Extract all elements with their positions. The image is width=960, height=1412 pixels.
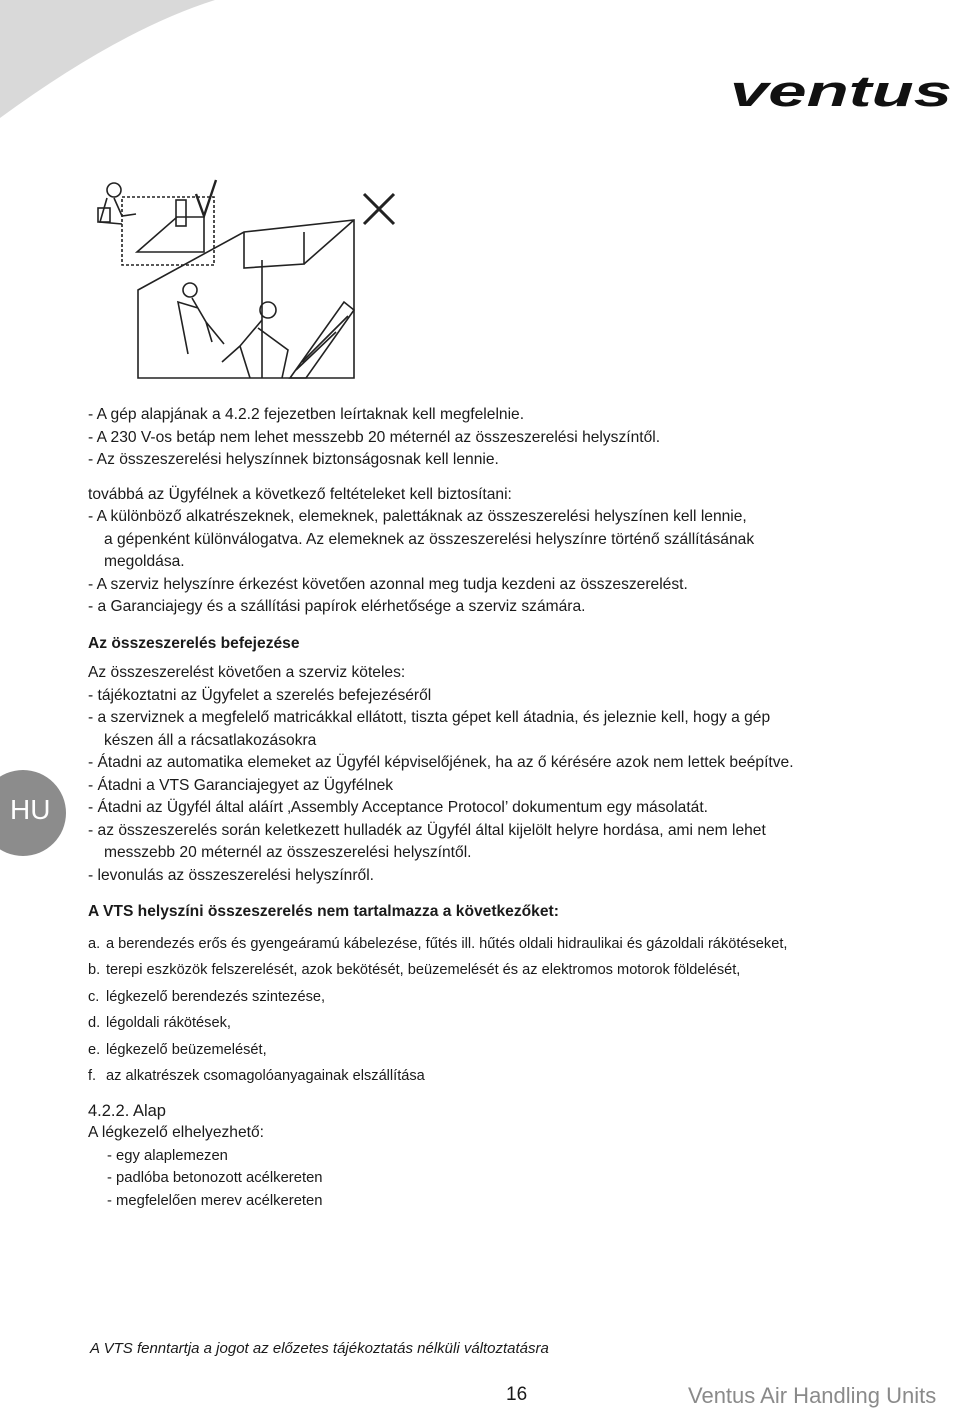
completion-item: - Átadni az Ügyfél által aláírt ‚Assembly Acceptance Protocol’ dokumentum egy másolatát. <box>88 799 709 816</box>
list-item <box>88 931 950 958</box>
footer-brand: Ventus Air Handling Units <box>688 1383 937 1408</box>
list-marker: b. <box>88 962 101 978</box>
completion-item: - az összeszerelés során keletkezett hulladék az Ügyfél által kijelölt helyre hordása, ami nem lehet <box>88 821 766 839</box>
list-item <box>88 1037 950 1064</box>
list-marker: d. <box>88 1015 101 1031</box>
completion-item: - a szerviznek a megfelelő matricákkal ellátott, tiszta gépet kell átadnia, és jeleznie kell, hogy a gép <box>88 709 771 726</box>
page-number: 16 <box>506 1384 528 1405</box>
foundation-option: - egy alaplemezen <box>107 1147 228 1164</box>
language-tab-label: HU <box>10 794 51 825</box>
list-text: légkezelő berendezés szintezése, <box>106 988 326 1005</box>
completion-item: - Átadni a VTS Garanciajegyet az Ügyfélnek <box>88 776 394 794</box>
client-item: - A különböző alkatrészeknek, elemeknek, palettáknak az összeszerelési helyszínen kell lennie, <box>88 508 747 525</box>
list-marker: a. <box>88 935 101 952</box>
completion-intro: Az összeszerelést követően a szerviz köteles: <box>88 664 406 681</box>
completion-heading: Az összeszerelés befejezése <box>88 634 300 652</box>
client-item-continuation: a gépenként különválogatva. Az elemeknek az összeszerelési helyszínre történő szállításának <box>104 530 755 548</box>
footer-note: A VTS fenntartja a jogot az előzetes tájékoztatás nélküli változtatásra <box>90 1340 549 1357</box>
list-item <box>88 1010 950 1037</box>
list-item <box>88 957 950 984</box>
intro-bullet: - Az összeszerelési helyszínnek biztonságosnak kell lennie. <box>88 451 499 468</box>
list-text: terepi eszközök felszerelését, azok bekötését, beüzemelését és az elektromos motorok földelését, <box>106 962 741 978</box>
ventus-logo <box>728 72 956 114</box>
list-text: légoldali rákötések, <box>106 1015 231 1031</box>
exclusions-list <box>88 931 950 1090</box>
client-item-continuation: megoldása. <box>104 553 185 570</box>
list-text: légkezelő beüzemelését, <box>106 1041 267 1058</box>
list-text: az alkatrészek csomagolóanyagainak elszállítása <box>106 1068 425 1084</box>
main-content <box>88 404 950 1212</box>
completion-item: - Átadni az automatika elemeket az Ügyfél képviselőjének, ha az ő kérésére azok nem lettek beépítve. <box>88 754 794 771</box>
foundation-option: - padlóba betonozott acélkereten <box>107 1170 323 1186</box>
list-marker: c. <box>88 988 100 1005</box>
intro-bullet: - A 230 V-os betáp nem lehet messzebb 20 méternél az összeszerelési helyszíntől. <box>88 428 661 446</box>
language-tab <box>0 770 66 856</box>
list-text: a berendezés erős és gyengeáramú kábelezése, fűtés ill. hűtés oldali hidraulikai és gázoldali rákötéseket, <box>106 935 788 952</box>
assembly-site-illustration <box>92 172 422 392</box>
list-marker: f. <box>88 1068 97 1084</box>
client-item: - A szerviz helyszínre érkezést követően azonnal meg tudja kezdeni az összeszerelést. <box>88 575 688 593</box>
foundation-option: - megfelelően merev acélkereten <box>107 1192 323 1209</box>
intro-bullet: - A gép alapjának a 4.2.2 fejezetben leírtaknak kell megfelelnie. <box>88 406 525 423</box>
completion-item-continuation: messzebb 20 méternél az összeszerelési helyszíntől. <box>104 844 472 861</box>
completion-item: - tájékoztatni az Ügyfelet a szerelés befejezéséről <box>88 686 432 704</box>
list-item <box>88 1063 950 1090</box>
foundation-intro: A légkezelő elhelyezhető: <box>88 1124 264 1141</box>
completion-item: - levonulás az összeszerelési helyszínről. <box>88 866 375 884</box>
list-item <box>88 984 950 1011</box>
foundation-heading: 4.2.2. Alap <box>88 1101 166 1120</box>
client-item: - a Garanciajegy és a szállítási papírok elérhetősége a szerviz számára. <box>88 598 586 615</box>
logo-text: ventus <box>730 72 952 114</box>
completion-item-continuation: készen áll a rácsatlakozásokra <box>104 731 317 749</box>
list-marker: e. <box>88 1041 101 1058</box>
exclusions-heading: A VTS helyszíni összeszerelés nem tartalmazza a következőket: <box>88 903 559 920</box>
corner-decoration <box>0 0 215 120</box>
client-intro: továbbá az Ügyfélnek a következő feltételeket kell biztosítani: <box>88 485 512 503</box>
